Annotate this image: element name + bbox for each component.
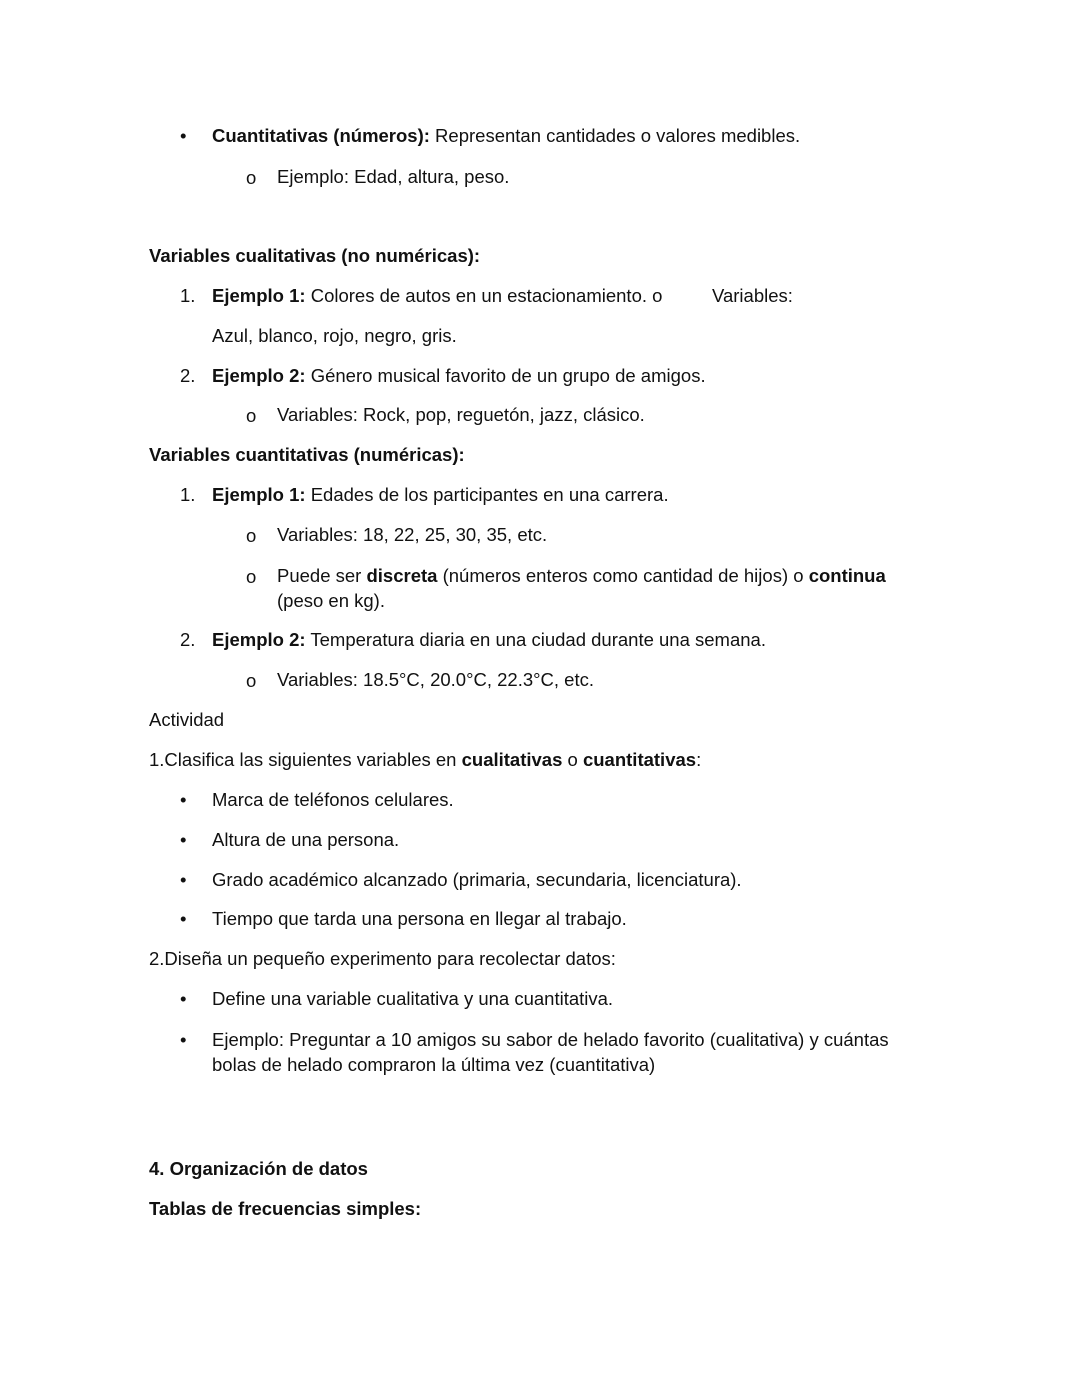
variables-label: Variables: bbox=[712, 285, 793, 306]
cuantitativas-definition: Representan cantidades o valores medibles. bbox=[429, 125, 801, 146]
activity-item: Ejemplo: Preguntar a 10 amigos su sabor de helado favorito (cualitativa) y cuántas bolas de helado compraron la última vez (cuantitativa) bbox=[212, 1029, 889, 1075]
bullet-marker: • bbox=[180, 1029, 187, 1050]
cuantitativas-example-2-values: Variables: 18.5°C, 20.0°C, 22.3°C, etc. bbox=[277, 669, 594, 690]
section-heading: 4. Organización de datos bbox=[149, 1158, 368, 1179]
cuantitativas-example: Ejemplo: Edad, altura, peso. bbox=[277, 166, 510, 187]
activity-item: Altura de una persona. bbox=[212, 829, 400, 850]
list-number: 2. bbox=[180, 365, 196, 386]
cualitativas-example-1: Ejemplo 1: Colores de autos en un estacionamiento. o bbox=[212, 285, 663, 306]
activity-item: Grado académico alcanzado (primaria, secundaria, licenciatura). bbox=[212, 869, 742, 890]
bullet-marker: • bbox=[180, 829, 187, 850]
cuantitativas-example-1: Ejemplo 1: Edades de los participantes en una carrera. bbox=[212, 484, 669, 505]
actividad-title: Actividad bbox=[149, 709, 225, 730]
actividad-question-1: 1.Clasifica las siguientes variables en cualitativas o cuantitativas: bbox=[149, 749, 702, 770]
bullet-marker: • bbox=[180, 988, 187, 1009]
bullet-marker: • bbox=[180, 125, 187, 146]
cuantitativas-example-1-values: Variables: 18, 22, 25, 30, 35, etc. bbox=[277, 524, 548, 545]
discreta-continua-note-cont: (peso en kg). bbox=[277, 590, 385, 611]
sub-bullet-marker: o bbox=[246, 670, 257, 691]
sub-bullet-marker: o bbox=[246, 566, 257, 587]
list-number: 1. bbox=[180, 285, 196, 306]
sub-bullet-marker: o bbox=[246, 405, 257, 426]
discreta-continua-note: Puede ser discreta (números enteros como cantidad de hijos) o continua bbox=[277, 565, 886, 586]
cuantitativas-term: Cuantitativas (números): bbox=[212, 125, 430, 146]
bullet-marker: • bbox=[180, 908, 187, 929]
cuantitativas-heading: Variables cuantitativas (numéricas): bbox=[149, 444, 465, 465]
bullet-marker: • bbox=[180, 869, 187, 890]
sub-bullet-marker: o bbox=[246, 167, 257, 188]
list-number: 2. bbox=[180, 629, 196, 650]
cualitativas-example-1-values: Azul, blanco, rojo, negro, gris. bbox=[212, 325, 457, 346]
cualitativas-example-2-values: Variables: Rock, pop, reguetón, jazz, clásico. bbox=[277, 404, 645, 425]
cuantitativas-example-2: Ejemplo 2: Temperatura diaria en una ciudad durante una semana. bbox=[212, 629, 766, 650]
activity-item: Define una variable cualitativa y una cuantitativa. bbox=[212, 988, 614, 1009]
cualitativas-example-2: Ejemplo 2: Género musical favorito de un grupo de amigos. bbox=[212, 365, 706, 386]
sub-bullet-marker: o bbox=[246, 525, 257, 546]
activity-item: Tiempo que tarda una persona en llegar al trabajo. bbox=[212, 908, 627, 929]
bullet-marker: • bbox=[180, 789, 187, 810]
section-subheading: Tablas de frecuencias simples: bbox=[149, 1198, 422, 1219]
cualitativas-heading: Variables cualitativas (no numéricas): bbox=[149, 245, 481, 266]
actividad-question-2: 2.Diseña un pequeño experimento para recolectar datos: bbox=[149, 948, 616, 969]
activity-item: Marca de teléfonos celulares. bbox=[212, 789, 454, 810]
cuantitativas-line bbox=[212, 124, 800, 148]
list-number: 1. bbox=[180, 484, 196, 505]
